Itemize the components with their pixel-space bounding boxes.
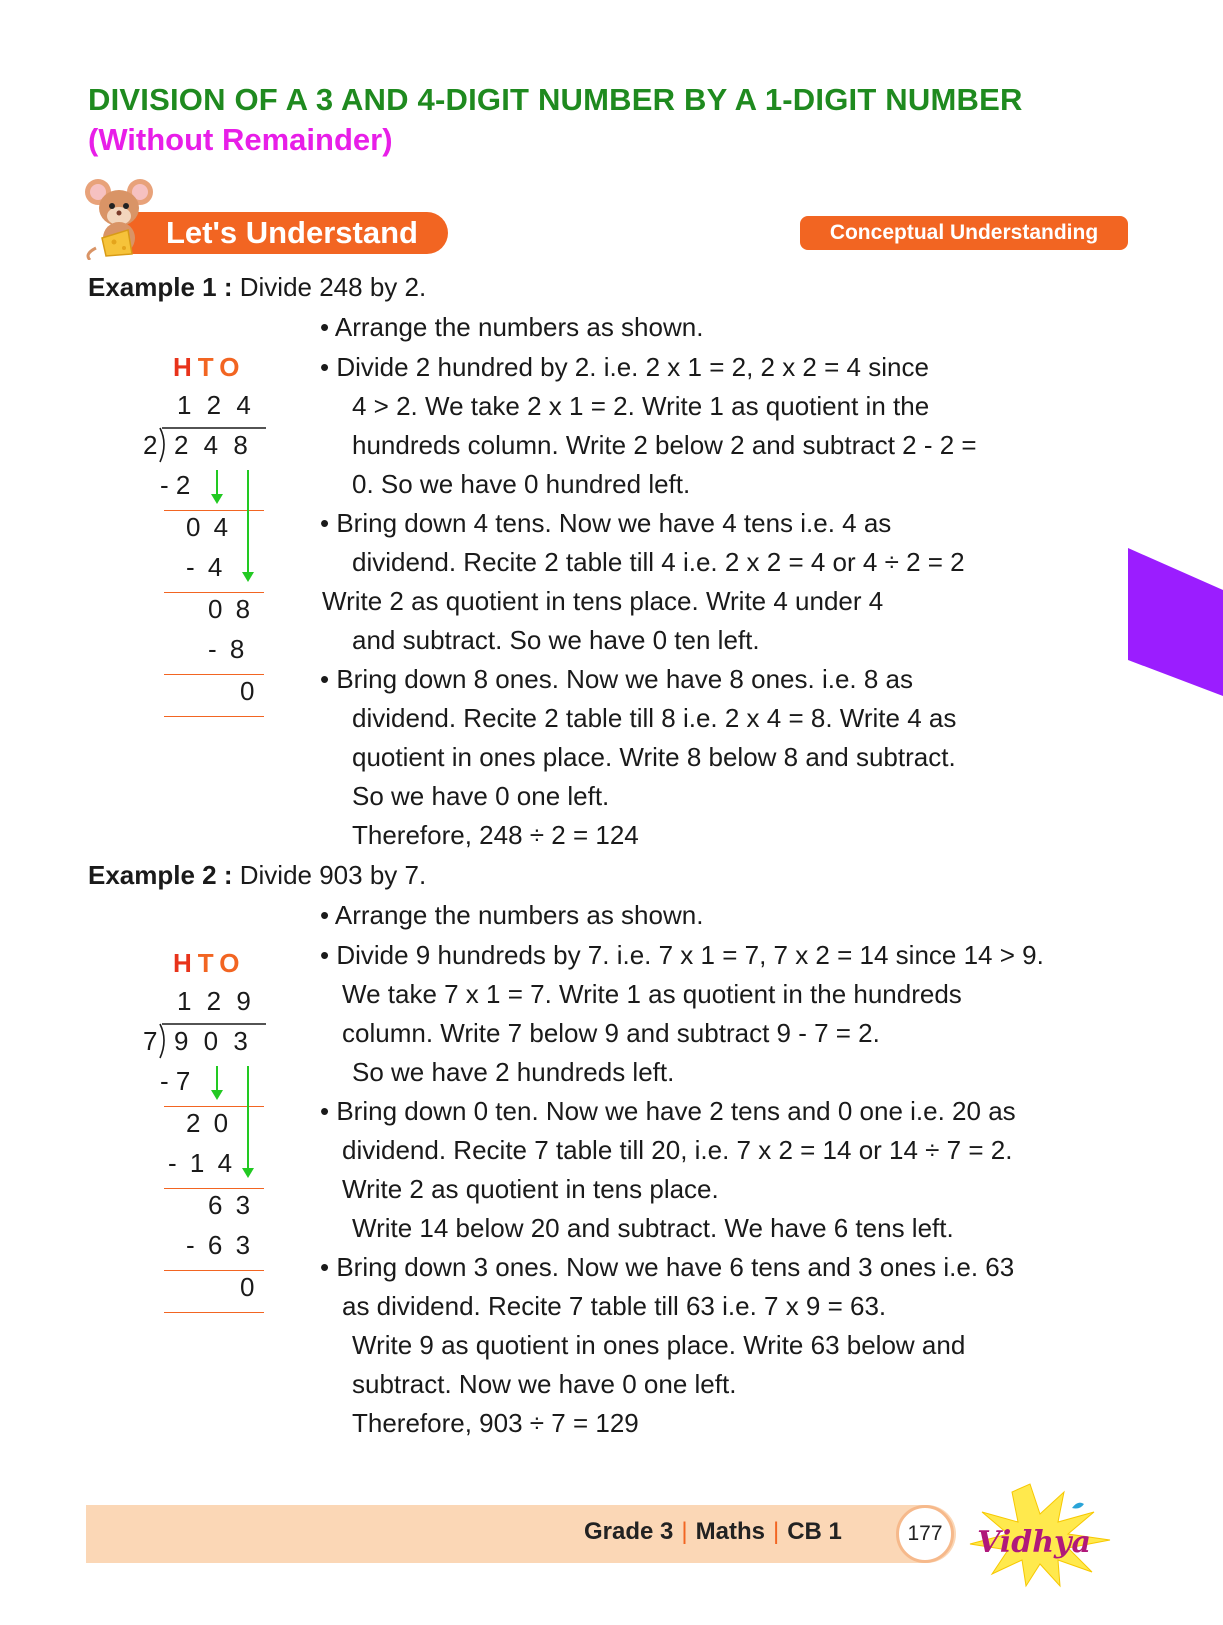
hto-letter: O <box>219 352 246 382</box>
example-1-line-5: 0. So we have 0 hundred left. <box>352 469 691 499</box>
example-1-rule-3 <box>164 674 264 675</box>
example-2-step-6: 0 <box>240 1272 255 1302</box>
example-1-line-12: quotient in ones place. Write 8 below 8 and subtract. <box>352 742 956 772</box>
example-1-step-6: 0 <box>240 676 255 706</box>
example-1-line-2: • Divide 2 hundred by 2. i.e. 2 x 1 = 2, 2 x 2 = 4 since <box>320 352 929 382</box>
example-1-line-9: and subtract. So we have 0 ten left. <box>352 625 760 655</box>
example-2-line-8: Write 2 as quotient in tens place. <box>342 1174 719 1204</box>
chapter-side-tab <box>1128 548 1223 696</box>
example-2-rule-2 <box>164 1188 264 1189</box>
example-1-line-11: dividend. Recite 2 table till 8 i.e. 2 x 4 = 8. Write 4 as <box>352 703 957 733</box>
page-number: 177 <box>896 1505 954 1563</box>
example-2-heading <box>88 860 426 891</box>
example-2-line-7: dividend. Recite 7 table till 20, i.e. 7 x 2 = 14 or 14 ÷ 7 = 2. <box>342 1135 1013 1165</box>
example-1-hto-header <box>173 352 245 383</box>
footer-separator-2: | <box>772 1518 780 1545</box>
example-2-divisor: 7 <box>143 1026 158 1056</box>
page-subtitle: (Without Remainder) <box>88 122 393 157</box>
example-1-bring-down-arrows <box>200 466 270 586</box>
example-2-step-5: - 6 3 <box>186 1230 254 1260</box>
example-1-step-1: - 2 <box>160 470 191 500</box>
hto-letter: T <box>197 948 220 978</box>
example-2-label: Example 2 : <box>88 860 233 890</box>
example-1-quotient: 1 2 4 <box>177 390 255 420</box>
example-1-line-1: • Arrange the numbers as shown. <box>320 312 704 342</box>
section-banner: Let's Understand <box>120 212 448 254</box>
example-2-step-1: - 7 <box>160 1066 191 1096</box>
example-1-step-2: 0 4 <box>186 512 232 542</box>
example-2-line-5: So we have 2 hundreds left. <box>352 1057 675 1087</box>
hto-letter: H <box>173 352 198 382</box>
example-1-step-4: 0 8 <box>208 594 254 624</box>
example-1-line-10: • Bring down 8 ones. Now we have 8 ones. i.e. 8 as <box>320 664 913 694</box>
example-2-line-2: • Divide 9 hundreds by 7. i.e. 7 x 1 = 7, 7 x 2 = 14 since 14 > 9. <box>320 940 1044 970</box>
hto-letter: O <box>219 948 246 978</box>
example-2-rule-4 <box>164 1312 264 1313</box>
example-1-line-8: Write 2 as quotient in tens place. Write 4 under 4 <box>322 586 884 616</box>
example-2-line-12: Write 9 as quotient in ones place. Write 63 below and <box>352 1330 966 1360</box>
example-1-prompt: Divide 248 by 2. <box>239 272 427 302</box>
example-1-line-3: 4 > 2. We take 2 x 1 = 2. Write 1 as quotient in the <box>352 391 930 421</box>
example-2-bring-down-arrows <box>200 1062 270 1182</box>
example-1-rule-4 <box>164 716 264 717</box>
example-2-line-6: • Bring down 0 ten. Now we have 2 tens and 0 one i.e. 20 as <box>320 1096 1016 1126</box>
example-2-line-14: Therefore, 903 ÷ 7 = 129 <box>352 1408 639 1438</box>
footer-book: CB 1 <box>787 1518 842 1545</box>
example-2-step-4: 6 3 <box>208 1190 254 1220</box>
hto-letter: T <box>197 352 220 382</box>
example-2-line-11: as dividend. Recite 7 table till 63 i.e. 7 x 9 = 63. <box>342 1291 887 1321</box>
example-2-line-3: We take 7 x 1 = 7. Write 1 as quotient in the hundreds <box>342 979 962 1009</box>
example-2-line-4: column. Write 7 below 9 and subtract 9 - 7 = 2. <box>342 1018 880 1048</box>
example-2-line-13: subtract. Now we have 0 one left. <box>352 1369 737 1399</box>
example-1-rule-2 <box>164 592 264 593</box>
conceptual-understanding-tag: Conceptual Understanding <box>800 216 1128 250</box>
example-1-dividend: 2 4 8 <box>174 430 252 460</box>
example-1-line-4: hundreds column. Write 2 below 2 and subtract 2 - 2 = <box>352 430 977 460</box>
example-1-step-5: - 8 <box>208 634 248 664</box>
example-1-divisor: 2 <box>143 430 158 460</box>
example-1-heading <box>88 272 426 303</box>
example-1-line-13: So we have 0 one left. <box>352 781 610 811</box>
example-2-line-1: • Arrange the numbers as shown. <box>320 900 704 930</box>
vidhya-logo <box>960 1478 1120 1588</box>
example-2-quotient: 1 2 9 <box>177 986 255 1016</box>
example-2-rule-3 <box>164 1270 264 1271</box>
footer-separator-1: | <box>681 1518 688 1545</box>
hto-letter: H <box>173 948 198 978</box>
footer-book-info <box>584 1518 842 1546</box>
example-1-line-7: dividend. Recite 2 table till 4 i.e. 2 x 2 = 4 or 4 ÷ 2 = 2 <box>352 547 965 577</box>
example-2-line-10: • Bring down 3 ones. Now we have 6 tens and 3 ones i.e. 63 <box>320 1252 1015 1282</box>
example-1-label: Example 1 : <box>88 272 233 302</box>
example-2-hto-header <box>173 948 245 979</box>
example-1-step-3: - 4 <box>186 552 226 582</box>
example-2-dividend: 9 0 3 <box>174 1026 252 1056</box>
example-2-step-3: - 1 4 <box>168 1148 236 1178</box>
vidhya-logo-text: Vidhya <box>977 1525 1091 1560</box>
footer-subject: Maths <box>695 1518 765 1545</box>
example-2-prompt: Divide 903 by 7. <box>239 860 427 890</box>
mouse-mascot-icon <box>84 176 154 260</box>
example-2-step-2: 2 0 <box>186 1108 232 1138</box>
example-1-line-6: • Bring down 4 tens. Now we have 4 tens i.e. 4 as <box>320 508 892 538</box>
page-title: DIVISION OF A 3 AND 4-DIGIT NUMBER BY A 1-DIGIT NUMBER <box>88 82 1023 117</box>
example-2-line-9: Write 14 below 20 and subtract. We have 6 tens left. <box>352 1213 954 1243</box>
example-1-line-14: Therefore, 248 ÷ 2 = 124 <box>352 820 639 850</box>
footer-grade: Grade 3 <box>584 1518 674 1545</box>
